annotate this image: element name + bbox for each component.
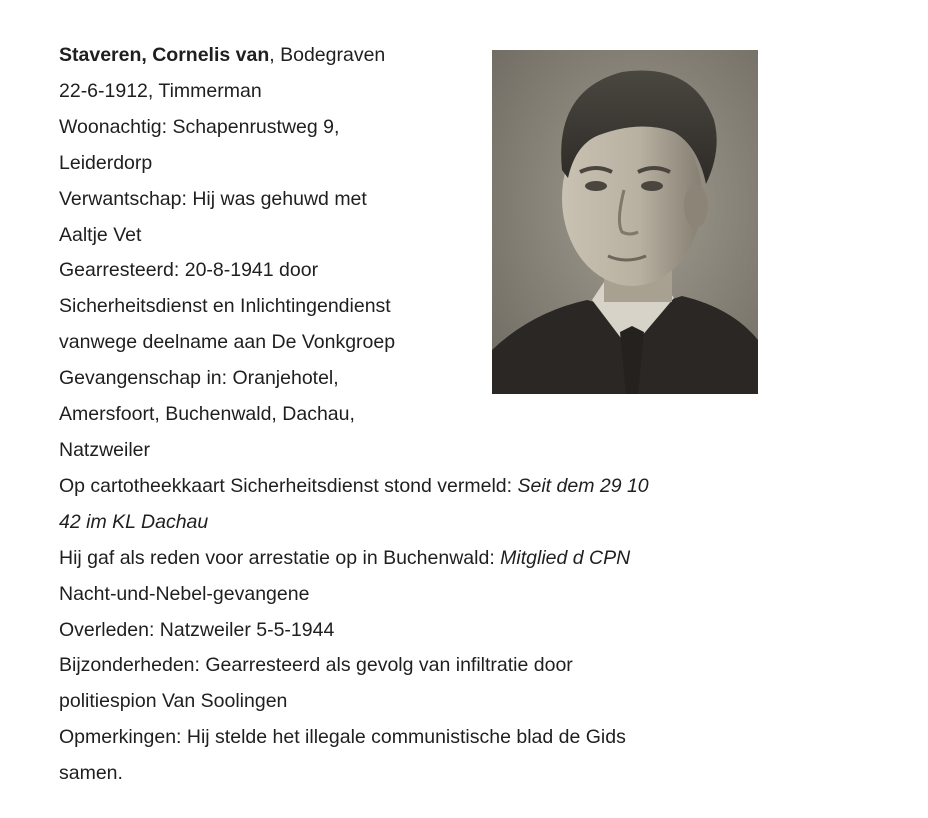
death-line: Overleden: Natzweiler 5-5-1944 [59, 618, 335, 641]
card-line [59, 469, 779, 505]
prison-line: Gevangenschap in: Oranjehotel, [59, 367, 339, 390]
birth-date-occupation: 22-6-1912, Timmerman [59, 79, 262, 102]
details-line: politiespion Van Soolingen [59, 690, 288, 713]
remarks-line: samen. [59, 762, 123, 785]
prison-line: Natzweiler [59, 438, 151, 461]
residence-line: Leiderdorp [59, 151, 153, 174]
reason-line [59, 541, 779, 577]
prison-line: Amersfoort, Buchenwald, Dachau, [59, 403, 355, 426]
relation-line: Aaltje Vet [59, 223, 142, 246]
relation-line: Verwantschap: Hij was gehuwd met [59, 187, 367, 210]
reason-quote: Mitglied d CPN [500, 546, 631, 569]
remarks-line: Opmerkingen: Hij stelde het illegale communistische blad de Gids [59, 726, 626, 749]
card-prefix: Op cartotheekkaart Sicherheitsdienst stond vermeld: [59, 474, 518, 497]
residence-line: Woonachtig: Schapenrustweg 9, [59, 115, 340, 138]
card-quote-continued: 42 im KL Dachau [59, 510, 209, 533]
arrest-line: vanwege deelname aan De Vonkgroep [59, 331, 396, 354]
details-line: Bijzonderheden: Gearresteerd als gevolg van infiltratie door [59, 654, 573, 677]
birth-place: , Bodegraven [269, 44, 386, 66]
reason-prefix: Hij gaf als reden voor arrestatie op in Buchenwald: [59, 546, 501, 569]
portrait-photo [492, 50, 758, 394]
person-name: Staveren, Cornelis van [59, 44, 270, 66]
nn-status: Nacht-und-Nebel-gevangene [59, 582, 310, 605]
biography-entry [59, 38, 779, 792]
card-quote: Seit dem 29 10 [517, 474, 649, 497]
arrest-line: Sicherheitsdienst en Inlichtingendienst [59, 295, 391, 318]
arrest-line: Gearresteerd: 20-8-1941 door [59, 259, 319, 282]
